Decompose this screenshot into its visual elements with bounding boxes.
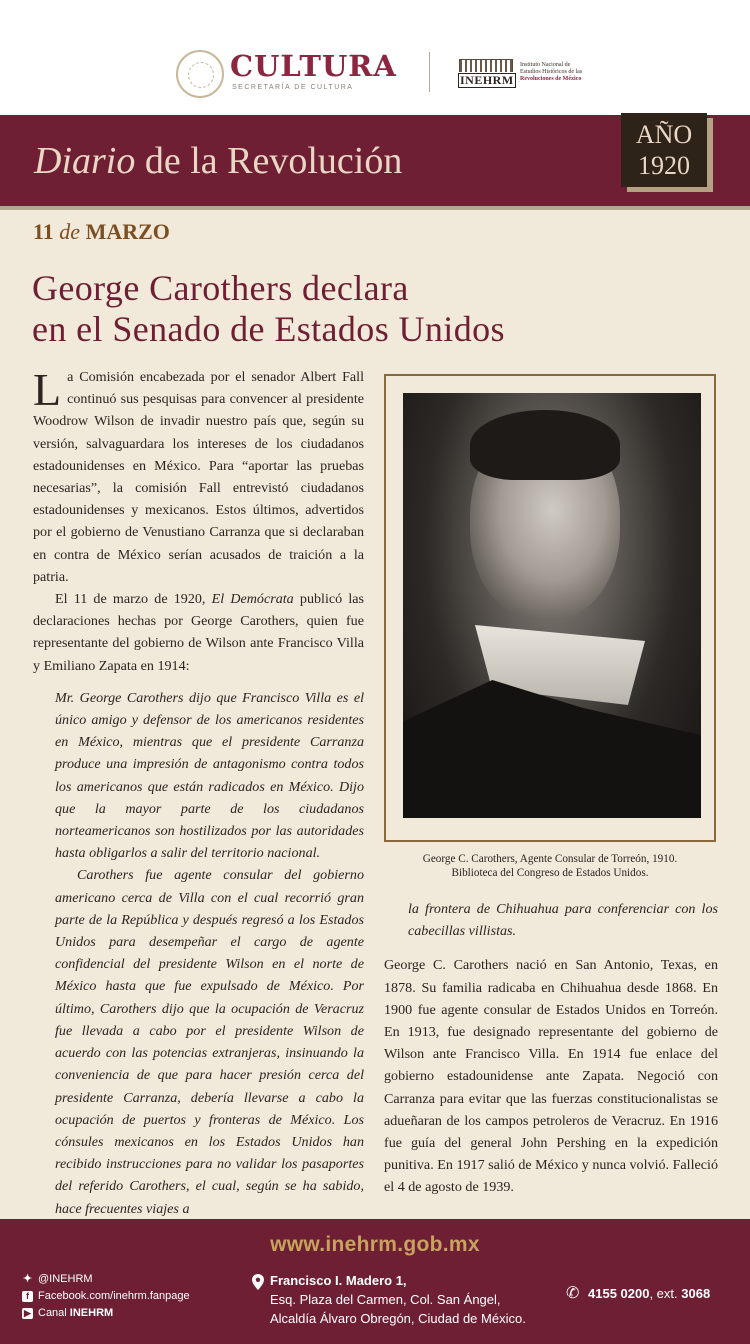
website-link[interactable]: www.inehrm.gob.mx [270, 1233, 480, 1256]
paragraph-1 [33, 366, 364, 588]
paragraph-2-b: publicó las declaraciones hechas por George Carothers, quien fue representante del gobierno de Wilson ante Francisco Villa y Emiliano Zapata en 1914: [33, 591, 364, 674]
address-line1: Francisco I. Madero 1, [270, 1273, 407, 1288]
quote-continuation: la frontera de Chihuahua para conferenciar con los cabecillas villistas. [408, 901, 718, 940]
article-right-column [384, 898, 718, 1199]
twitter-handle: @INEHRM [38, 1273, 93, 1285]
article-left-column [33, 366, 364, 1220]
year-value: 1920 [638, 151, 690, 180]
caption-line1: George C. Carothers, Agente Consular de Torreón, 1910. [422, 853, 678, 865]
publication-title-rest: de la Revolución [135, 140, 403, 182]
youtube-channel-name: INEHRM [69, 1307, 114, 1319]
phone-ext-label: , ext. [649, 1286, 682, 1301]
quote-paragraph-1: Mr. George Carothers dijo que Francisco Villa es el único amigo y defensor de los americanos residentes en México, mientras que el presidente Carranza produce una impresión de antagonismo contra todos los americanos que están radicados en México. Dijo que la mayor parte de los ciudadanos norteamericanos son hostilizados por las autoridades hasta obligarlos a salir del territorio nacional. [55, 689, 364, 862]
phone-icon: ✆ [566, 1285, 580, 1302]
cultura-subtitle: SECRETARÍA DE CULTURA [232, 84, 354, 91]
facebook-icon: f [22, 1291, 33, 1302]
youtube-channel [38, 1305, 113, 1322]
caption-line2: Biblioteca del Congreso de Estados Unidos. [451, 867, 649, 879]
date-month: MARZO [85, 219, 170, 244]
twitter-link[interactable] [22, 1271, 190, 1288]
paragraph-1-text: a Comisión encabezada por el senador Albert Fall continuó sus pesquisas para convencer al presidente Woodrow Wilson de invadir nuestro país que, según su versión, salvaguardara los intereses de los ciudadanos estadounidenses en México. Para “aportar las pruebas necesarias”, la comisión Fall entrevistó ciudadanos estadounidenses y mexicanos. Estos últimos, advertidos por el gobierno de Venustiano Carranza que si declaraban en contra de México serían acusados de traición a la patria. [33, 369, 364, 585]
phone-ext: 3068 [681, 1286, 711, 1301]
inehrm-name-line2: Estudios Históricos de las [520, 69, 583, 75]
logo-divider [429, 52, 430, 92]
footer [0, 1219, 750, 1344]
location-pin-icon [252, 1274, 264, 1290]
year-label: AÑO [635, 120, 693, 149]
date-day: 11 [33, 219, 54, 244]
inehrm-name [520, 62, 610, 83]
mexico-seal-icon [176, 50, 224, 98]
date-de: de [59, 219, 81, 244]
phone-number[interactable] [588, 1286, 710, 1302]
year-badge [621, 113, 707, 187]
address-line2: Esq. Plaza del Carmen, Col. San Ángel, [270, 1292, 501, 1307]
quote-paragraph-2: Carothers fue agente consular del gobierno americano cerca de Villa con el cual recorrió gran parte de la República y después regresó a los Estados Unidos para desempeñar el cargo de agente confidencial del presidente Wilson en el norte de México hasta que fue expulsado de México. Por último, Carothers dijo que la ocupación de Veracruz fue llevada a cabo por el presidente Wilson de acuerdo con las potencias extranjeras, insinuando la conveniencia de que para hacer presión cerca del presidente Carranza, debería llevarse a cabo la ocupación de puertos y fronteras de México. Los cónsules mexicanos en los Estados Unidos han recibido instrucciones para no validar los pasaportes del referido Carothers, el cual, según se ha sabido, hace frecuentes viajes a [55, 867, 364, 1217]
paragraph-2-a: El 11 de marzo de 1920, [55, 591, 212, 608]
youtube-link[interactable] [22, 1305, 190, 1322]
headline-line1: George Carothers declara [32, 268, 409, 308]
publication-title [34, 139, 402, 183]
photo-caption [384, 852, 716, 880]
cultura-logo: CULTURA [230, 49, 397, 83]
inehrm-logo: INEHRM [460, 73, 514, 87]
youtube-channel-prefix: Canal [38, 1307, 70, 1319]
article-date [33, 218, 170, 246]
facebook-url: Facebook.com/inehrm.fanpage [38, 1290, 190, 1302]
band-divider [0, 206, 750, 210]
address-line3: Alcaldía Álvaro Obregón, Ciudad de México. [270, 1311, 526, 1326]
newspaper-name: El Demócrata [211, 591, 294, 608]
address [270, 1271, 526, 1328]
twitter-icon: ✦ [22, 1273, 33, 1285]
biography-paragraph: George C. Carothers nació en San Antonio, Texas, en 1878. Su familia radicaba en Chihuahua desde 1868. En 1900 fue agente consular de Estados Unidos en Torreón. En 1913, fue designado representante del gobierno de Wilson ante Francisco Villa. En 1914 fue enlace del gobierno estadounidense ante Zapata. Negoció con Carranza para evitar que las fuerzas constitucionalistas se adueñaran de los campos petroleros de Veracruz. En 1916 fue guía del general John Pershing en la expedición punitiva. En 1917 salió de México y nunca volvió. Falleció el 4 de agosto de 1939. [384, 957, 718, 1196]
youtube-icon: ▶ [22, 1308, 33, 1319]
social-links [22, 1271, 190, 1322]
inehrm-name-line1: Instituto Nacional de [520, 62, 571, 68]
phone-main: 4155 0200 [588, 1286, 650, 1301]
publication-title-italic: Diario [34, 140, 136, 182]
headline-line2: en el Senado de Estados Unidos [32, 309, 505, 349]
facebook-link[interactable] [22, 1288, 190, 1305]
headline [32, 268, 712, 350]
inehrm-building-icon [459, 59, 513, 72]
portrait-hair [470, 410, 620, 480]
top-header [0, 0, 750, 115]
inehrm-name-line3: Revoluciones de México [520, 76, 582, 82]
drop-cap: L [33, 364, 62, 415]
paragraph-2 [33, 588, 364, 677]
